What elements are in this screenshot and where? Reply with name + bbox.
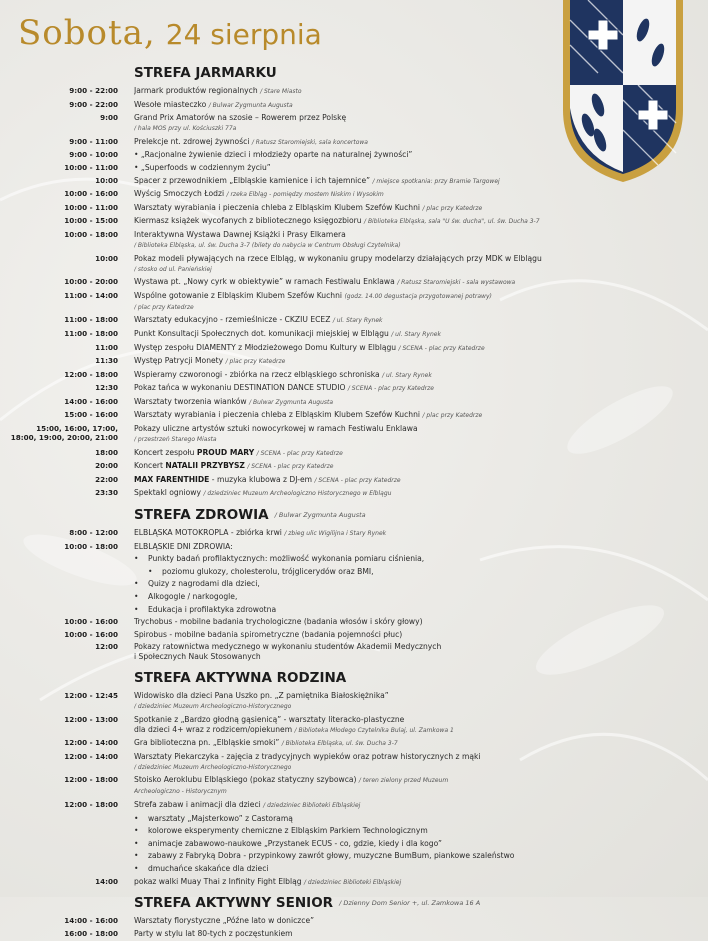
event-time: 12:00 - 14:00 bbox=[64, 738, 118, 748]
event-text: Pokaz modeli pływających na rzece Elbląg, w wykonaniu grupy modelarzy działających przy MDK w Elblągu bbox=[134, 253, 542, 263]
bullet-item: • zabawy z Fabryką Dobra - przypinkowy zawrót głowy, muzyczne BumBum, piankowe szaleństwo bbox=[134, 851, 708, 861]
event-text: Grand Prix Amatorów na szosie – Rowerem przez Polskę bbox=[134, 113, 347, 123]
event-text: Strefa zabaw i animacji dla dzieci bbox=[134, 799, 261, 809]
event-time: 10:00 bbox=[95, 175, 118, 185]
event-text: pokaz walki Muay Thai z Infinity Fight Elbląg bbox=[134, 876, 302, 886]
day-name: Sobota, bbox=[18, 13, 156, 53]
event-time: 18:00 bbox=[95, 447, 118, 457]
event-time: 8:00 - 12:00 bbox=[69, 528, 118, 538]
event-description bbox=[134, 929, 679, 939]
event-time: 10:00 - 20:00 bbox=[64, 277, 118, 287]
event-text: ELBLĄSKIE DNI ZDROWIA: bbox=[134, 541, 233, 551]
event-text: Trychobus - mobilne badania trychologiczne (badania włosów i skóry głowy) bbox=[134, 617, 423, 627]
schedule-row bbox=[0, 475, 708, 486]
event-description bbox=[134, 617, 679, 627]
event-location: / dziedziniec Muzeum Archeologiczno Historycznego w Elblągu bbox=[203, 490, 392, 498]
event-text: - muzyka klubowa z DJ-em bbox=[209, 474, 313, 484]
section-location: / Dzienny Dom Senior +, ul. Zamkowa 16 A bbox=[339, 899, 481, 908]
section-header bbox=[0, 60, 708, 86]
schedule-row bbox=[0, 691, 708, 712]
schedule-row bbox=[0, 100, 708, 111]
event-text: Wesołe miasteczko bbox=[134, 99, 207, 109]
event-text: Wystawa pt. „Nowy cyrk w obiektywie” w ramach Festiwalu Enklawa bbox=[134, 277, 395, 287]
schedule-row bbox=[0, 738, 708, 749]
schedule-row bbox=[0, 113, 708, 134]
section-zdrowia bbox=[0, 528, 708, 662]
event-description bbox=[134, 448, 679, 459]
schedule-row bbox=[0, 150, 708, 160]
event-text: Koncert bbox=[134, 461, 166, 471]
event-text: ELBLĄSKA MOTOKROPLA - zbiórka krwi bbox=[134, 528, 282, 538]
schedule-row bbox=[0, 752, 708, 773]
schedule-row bbox=[0, 254, 708, 275]
event-time: 14:00 - 16:00 bbox=[64, 396, 118, 406]
event-text: Jarmark produktów regionalnych bbox=[134, 86, 258, 95]
event-description: • „Superfoods w codziennym życiu” bbox=[134, 162, 271, 172]
event-location: / Biblioteka Elbląska, sala "U św. ducha", ul. św. Ducha 3-7 bbox=[364, 218, 540, 226]
event-location: / Biblioteka Młodego Czytelnika Bulaj, ul. Zamkowa 1 bbox=[294, 726, 454, 734]
event-description bbox=[134, 488, 679, 499]
event-time: 9:00 - 22:00 bbox=[69, 99, 118, 109]
schedule-row bbox=[0, 203, 708, 214]
event-time: 9:00 bbox=[100, 113, 118, 123]
schedule-row bbox=[0, 277, 708, 288]
event-text: Pokazy uliczne artystów sztuki nowocyrkowej w ramach Festiwalu Enklawa bbox=[134, 424, 418, 434]
event-time: 22:00 bbox=[95, 474, 118, 484]
event-time: 10:00 - 16:00 bbox=[64, 189, 118, 199]
event-description bbox=[134, 329, 679, 340]
section-senior bbox=[0, 916, 708, 939]
schedule-row bbox=[0, 356, 708, 367]
event-description bbox=[134, 86, 679, 97]
event-time: 12:00 - 18:00 bbox=[64, 369, 118, 379]
event-text: Warsztaty Piekarczyka - zajęcia z tradycyjnych wypieków oraz potraw historycznych z mąki bbox=[134, 751, 481, 761]
event-description bbox=[134, 475, 679, 486]
section-header bbox=[0, 665, 708, 691]
schedule-row bbox=[0, 877, 708, 888]
section-title: STREFA AKTYWNY SENIOR bbox=[134, 895, 334, 912]
event-text: Punkt Konsultacji Społecznych dot. komunikacji miejskiej w Elblągu bbox=[134, 328, 389, 338]
event-time: 15:00, 16:00, 17:00, 18:00, 19:00, 20:00, 21:00 bbox=[10, 424, 118, 443]
event-description: • „Racjonalne żywienie dzieci i młodzieży oparte na naturalnej żywności” bbox=[134, 150, 413, 160]
event-description bbox=[134, 410, 679, 421]
event-description bbox=[134, 203, 679, 214]
event-location: / plac przy Katedrze bbox=[422, 412, 483, 420]
event-text: Spacer z przewodnikiem „Elbląskie kamienice i ich tajemnice” bbox=[134, 175, 371, 185]
event-description bbox=[134, 800, 679, 811]
schedule-row bbox=[0, 137, 708, 148]
event-location: / Bulwar Zygmunta Augusta bbox=[249, 398, 334, 406]
event-time: 10:00 bbox=[95, 253, 118, 263]
event-description bbox=[134, 383, 679, 394]
event-location: / SCENA - plac przy Katedrze bbox=[347, 385, 434, 393]
schedule-row bbox=[0, 424, 708, 445]
event-description bbox=[134, 370, 679, 381]
event-time: 20:00 bbox=[95, 461, 118, 471]
event-text: Party w stylu lat 80-tych z poczęstunkiem bbox=[134, 928, 293, 938]
section-header bbox=[0, 502, 708, 528]
event-description bbox=[134, 528, 679, 539]
event-time: 11:00 bbox=[95, 342, 118, 352]
event-description bbox=[134, 254, 679, 275]
event-location: / SCENA - plac przy Katedrze bbox=[314, 476, 401, 484]
event-description bbox=[134, 230, 679, 251]
bullet-item: • poziomu glukozy, cholesterolu, trójglicerydów oraz BMI, bbox=[134, 567, 708, 577]
event-time: 10:00 - 11:00 bbox=[64, 202, 118, 212]
event-text: Prelekcje nt. zdrowej żywności bbox=[134, 136, 250, 146]
event-description bbox=[134, 216, 679, 227]
event-description bbox=[134, 424, 679, 445]
event-text: Pokaz tańca w wykonaniu DESTINATION DANCE STUDIO bbox=[134, 383, 346, 393]
event-location: / Biblioteka Elbląska, ul. św. Ducha 3-7 (bilety do nabycia w Centrum Obsługi Czytelnika) bbox=[134, 241, 401, 249]
event-time: 14:00 - 16:00 bbox=[64, 916, 118, 926]
event-description bbox=[134, 397, 679, 408]
event-time: 11:30 bbox=[95, 356, 118, 366]
event-description bbox=[134, 356, 679, 367]
event-time: 11:00 - 18:00 bbox=[64, 328, 118, 338]
event-time: 23:30 bbox=[95, 488, 118, 498]
event-time: 12:30 bbox=[95, 383, 118, 393]
schedule-row bbox=[0, 343, 708, 354]
event-description bbox=[134, 715, 679, 736]
event-location: / ul. Stary Rynek bbox=[332, 317, 383, 325]
event-time: 11:00 - 18:00 bbox=[64, 315, 118, 325]
schedule-row bbox=[0, 630, 708, 640]
event-text: i Społecznych Nauk Stosowanych bbox=[134, 652, 261, 662]
bullet-item: • animacje zabawowo-naukowe „Przystanek ECUS - co, gdzie, kiedy i dla kogo” bbox=[134, 839, 708, 849]
event-time: 10:00 - 16:00 bbox=[64, 629, 118, 639]
schedule-row bbox=[0, 929, 708, 939]
bullet-item: • Alkogogle / narkogogle, bbox=[134, 592, 708, 602]
event-text: Stoisko Aeroklubu Elbląskiego (pokaz statyczny szybowca) bbox=[134, 775, 357, 785]
event-location: / plac przy Katedrze bbox=[225, 358, 286, 366]
event-description bbox=[134, 176, 679, 187]
event-text: Kiermasz książek wycofanych z bibliotecznego księgozbioru bbox=[134, 216, 362, 226]
schedule-row bbox=[0, 410, 708, 421]
event-location: / hala MOS przy ul. Kościuszki 77a bbox=[134, 125, 237, 133]
event-time: 9:00 - 22:00 bbox=[69, 86, 118, 95]
event-time: 10:00 - 18:00 bbox=[64, 541, 118, 551]
event-location: / SCENA - plac przy Katedrze bbox=[247, 463, 334, 471]
event-time: 11:00 - 14:00 bbox=[64, 290, 118, 300]
event-location: / teren zielony przed Muzeum bbox=[358, 777, 449, 785]
event-location: / zbieg ulic Wigilijna i Stary Rynek bbox=[284, 530, 387, 538]
bullet-item: • kolorowe eksperymenty chemiczne z Elbląskim Parkiem Technologicznym bbox=[134, 826, 708, 836]
event-time: 10:00 - 15:00 bbox=[64, 216, 118, 226]
event-description bbox=[134, 113, 679, 134]
event-time: 14:00 bbox=[95, 876, 118, 886]
event-text: Warsztaty wyrabiania i pieczenia chleba z Elbląskim Klubem Szefów Kuchni bbox=[134, 410, 421, 420]
event-description bbox=[134, 642, 679, 662]
event-time: 9:00 - 11:00 bbox=[69, 136, 118, 146]
schedule-row bbox=[0, 86, 708, 97]
section-rodzina bbox=[0, 691, 708, 888]
event-description bbox=[134, 691, 679, 712]
performer-name: NATALII PRZYBYSZ bbox=[165, 461, 245, 471]
event-time: 15:00 - 16:00 bbox=[64, 410, 118, 420]
event-description bbox=[134, 916, 679, 926]
event-text: Widowisko dla dzieci Pana Uszko pn. „Z pamiętnika Białoskiężnika” bbox=[134, 690, 389, 700]
bullet-item: • Punkty badań profilaktycznych: możliwość wykonania pomiaru ciśnienia, bbox=[134, 554, 708, 564]
schedule-row bbox=[0, 230, 708, 251]
event-text: Warsztaty florystyczne „Późne lato w doniczce” bbox=[134, 916, 315, 926]
event-location: / Ratusz Staromiejski, sala koncertowa bbox=[251, 138, 368, 146]
event-text: Występ Patrycji Monety bbox=[134, 356, 224, 366]
event-location: / plac przy Katedrze bbox=[422, 204, 483, 212]
event-text: Spirobus - mobilne badania spirometryczne (badania pojemności płuc) bbox=[134, 629, 403, 639]
event-time: 12:00 - 18:00 bbox=[64, 775, 118, 785]
event-text: Koncert zespołu bbox=[134, 447, 197, 457]
event-description bbox=[134, 277, 679, 288]
event-location: / dziedziniec Muzeum Archeologiczno-Historycznego bbox=[134, 763, 292, 771]
event-location: / Bulwar Zygmunta Augusta bbox=[208, 101, 293, 109]
event-description bbox=[134, 291, 679, 313]
event-location: / Ratusz Staromiejski - sala wystawowa bbox=[397, 279, 516, 287]
schedule-row bbox=[0, 528, 708, 539]
event-location: / stosko od ul. Panieńskiej bbox=[134, 265, 212, 273]
performer-name: MAX FARENTHIDE bbox=[134, 474, 210, 484]
event-text: Wyścig Smoczych Łodzi bbox=[134, 189, 225, 199]
section-header bbox=[0, 890, 708, 916]
schedule-row bbox=[0, 448, 708, 459]
section-location: / Bulwar Zygmunta Augusta bbox=[274, 511, 366, 520]
event-time: 12:00 - 13:00 bbox=[64, 714, 118, 724]
schedule-row bbox=[0, 916, 708, 926]
event-text: Wspieramy czworonogi - zbiórka na rzecz elbląskiego schroniska bbox=[134, 369, 380, 379]
schedule-row bbox=[0, 800, 708, 811]
event-location: / dziedziniec Biblioteki Elbląskiej bbox=[303, 878, 402, 886]
event-text: Warsztaty tworzenia wianków bbox=[134, 396, 247, 406]
event-location: / plac przy Katedrze bbox=[134, 303, 194, 311]
event-location: / przestrzeń Starego Miasta bbox=[134, 436, 217, 444]
event-time: 10:00 - 18:00 bbox=[64, 229, 118, 239]
event-location: / ul. Stary Rynek bbox=[391, 330, 441, 338]
event-description bbox=[134, 315, 679, 326]
event-text: Warsztaty edukacyjno - rzemieślnicze - CKZIU ECEZ bbox=[134, 315, 331, 325]
event-description bbox=[134, 630, 679, 640]
event-time: 12:00 - 14:00 bbox=[64, 751, 118, 761]
event-text: Wspólne gotowanie z Elbląskim Klubem Szefów Kuchni bbox=[134, 290, 343, 300]
schedule-row bbox=[0, 329, 708, 340]
event-location: / SCENA - plac przy Katedrze bbox=[256, 449, 343, 457]
event-description bbox=[134, 542, 679, 552]
event-time: 10:00 - 11:00 bbox=[64, 162, 118, 172]
event-location: (godz. 14.00 degustacja przygotowanej potrawy) bbox=[344, 292, 492, 300]
bullet-item: • warsztaty „Majsterkowo” z Castoramą bbox=[134, 814, 708, 824]
event-time: 12:00 bbox=[95, 642, 118, 652]
event-location: / rzeka Elbląg - pomiędzy mostem Niskim i Wysokim bbox=[226, 191, 384, 199]
event-time: 16:00 - 18:00 bbox=[64, 928, 118, 938]
event-location: / ul. Stary Rynek bbox=[382, 371, 432, 379]
section-title: STREFA JARMARKU bbox=[134, 65, 277, 81]
event-location: / dziedziniec Biblioteki Elbląskiej bbox=[263, 801, 361, 809]
schedule-row bbox=[0, 642, 708, 662]
event-description bbox=[134, 752, 679, 773]
event-location: / Stare Miasto bbox=[260, 88, 302, 95]
event-text: Gra biblioteczna pn. „Elbląskie smoki” bbox=[134, 738, 280, 748]
event-location: / SCENA - plac przy Katedrze bbox=[398, 344, 485, 352]
event-text: dla dzieci 4+ wraz z rodzicem/opiekunem bbox=[134, 724, 293, 734]
bullet-item: • Quizy z nagrodami dla dzieci, bbox=[134, 579, 708, 589]
event-description bbox=[134, 461, 679, 472]
event-description bbox=[134, 100, 679, 111]
event-description bbox=[134, 189, 679, 200]
schedule-row bbox=[0, 488, 708, 499]
event-description bbox=[134, 877, 679, 888]
schedule bbox=[0, 60, 708, 941]
schedule-row bbox=[0, 176, 708, 187]
event-description bbox=[134, 343, 679, 354]
event-location: Archeologiczno - Historycznym bbox=[134, 788, 227, 796]
performer-name: PROUD MARY bbox=[196, 447, 255, 457]
bullet-text: „Superfoods w codziennym życiu” bbox=[140, 162, 271, 172]
event-text: Pokazy ratownictwa medycznego w wykonaniu studentów Akademii Medycznych bbox=[134, 642, 442, 652]
event-text: Warsztaty wyrabiania i pieczenia chleba z Elbląskim Klubem Szefów Kuchni bbox=[134, 202, 421, 212]
schedule-row bbox=[0, 542, 708, 552]
bullet-text: „Racjonalne żywienie dzieci i młodzieży oparte na naturalnej żywności” bbox=[140, 150, 413, 160]
schedule-row bbox=[0, 461, 708, 472]
schedule-row bbox=[0, 617, 708, 627]
event-time: 9:00 - 10:00 bbox=[69, 150, 118, 160]
schedule-row bbox=[0, 715, 708, 736]
event-description bbox=[134, 738, 679, 749]
bullet-item: • dmuchańce skakańce dla dzieci bbox=[134, 864, 708, 874]
schedule-row bbox=[0, 775, 708, 797]
date: 24 sierpnia bbox=[165, 18, 322, 51]
schedule-row bbox=[0, 315, 708, 326]
event-description bbox=[134, 137, 679, 148]
schedule-row bbox=[0, 383, 708, 394]
event-location: / dziedziniec Muzeum Archeologiczno-Historycznego bbox=[134, 702, 292, 710]
event-text: Występ zespołu DIAMENTY z Młodzieżowego Domu Kultury w Elblągu bbox=[134, 342, 397, 352]
event-time: 12:00 - 18:00 bbox=[64, 799, 118, 809]
page-title bbox=[18, 13, 322, 53]
event-description bbox=[134, 775, 679, 797]
event-location: / Biblioteka Elbląska, ul. św. Ducha 3-7 bbox=[281, 740, 398, 748]
schedule-row bbox=[0, 397, 708, 408]
event-text: Interaktywna Wystawa Dawnej Książki i Prasy Elkamera bbox=[134, 229, 346, 239]
event-text: Spektakl ogniowy bbox=[134, 488, 202, 498]
section-title: STREFA AKTYWNA RODZINA bbox=[134, 669, 347, 686]
section-title: STREFA ZDROWIA bbox=[134, 507, 269, 524]
schedule-row bbox=[0, 163, 708, 173]
event-location: / miejsce spotkania: przy Bramie Targowej bbox=[372, 177, 500, 185]
schedule-row bbox=[0, 370, 708, 381]
bullet-item: • Edukacja i profilaktyka zdrowotna bbox=[134, 605, 708, 615]
schedule-row bbox=[0, 291, 708, 313]
event-time: 12:00 - 12:45 bbox=[64, 690, 118, 700]
event-time: 10:00 - 16:00 bbox=[64, 617, 118, 627]
section-jarmark bbox=[0, 86, 708, 499]
schedule-row bbox=[0, 216, 708, 227]
schedule-row bbox=[0, 189, 708, 200]
event-text: Spotkanie z „Bardzo głodną gąsienicą” - warsztaty literacko-plastyczne bbox=[134, 714, 405, 724]
